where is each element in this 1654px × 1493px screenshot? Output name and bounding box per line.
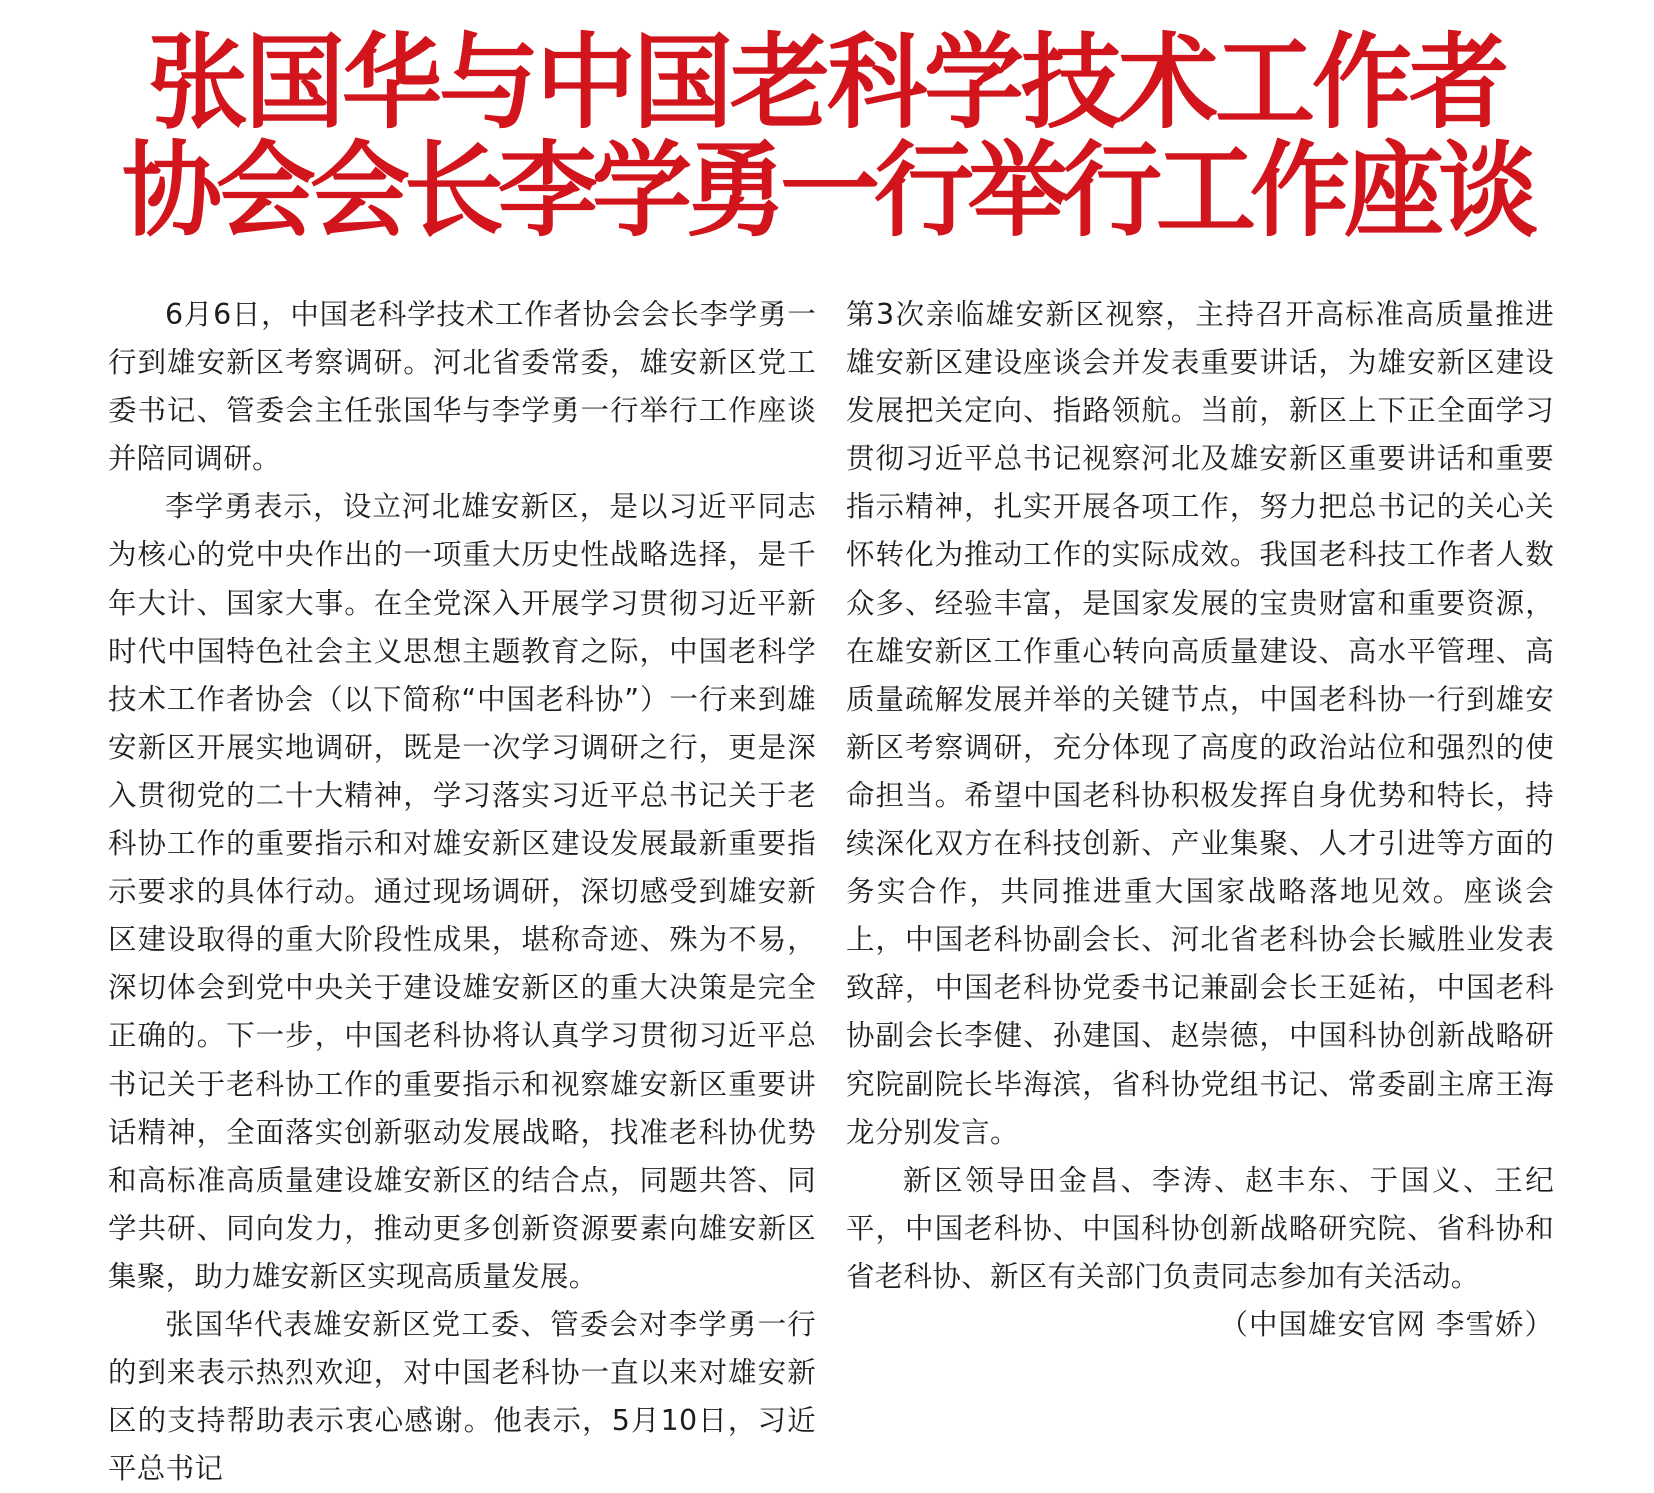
paragraph-3-continued: 第3次亲临雄安新区视察，主持召开高标准高质量推进雄安新区建设座谈会并发表重要讲话，为雄安新区建设发展把关定向、指路领航。当前，新区上下正全面学习贯彻习近平总书记视察河北及雄安新区重要讲话和重要指示精神，扎实开展各项工作，努力把总书记的关心关怀转化为推动工作的实际成效。我国老科技工作者人数众多、经验丰富，是国家发展的宝贵财富和重要资源，在雄安新区工作重心转向高质量建设、高水平管理、高质量疏解发展并举的关键节点，中国老科协一行到雄安新区考察调研，充分体现了高度的政治站位和强烈的使命担当。希望中国老科协积极发挥自身优势和特长，持续深化双方在科技创新、产业集聚、人才引进等方面的务实合作，共同推进重大国家战略落地见效。座谈会上，中国老科协副会长、河北省老科协会长臧胜业发表致辞，中国老科协党委书记兼副会长王延祐，中国老科协副会长李健、孙建国、赵崇德，中国科协创新战略研究院副院长毕海滨，省科协党组书记、常委副主席王海龙分别发言。 bbox=[846, 298, 1554, 1149]
article-byline: （中国雄安官网 李雪娇） bbox=[1219, 1307, 1554, 1341]
left-column bbox=[108, 291, 816, 1493]
right-column bbox=[846, 291, 1554, 1349]
paragraph-2: 李学勇表示，设立河北雄安新区，是以习近平同志为核心的党中央作出的一项重大历史性战略选择，是千年大计、国家大事。在全党深入开展学习贯彻习近平新时代中国特色社会主义思想主题教育之际，中国老科学技术工作者协会（以下简称“中国老科协”）一行来到雄安新区开展实地调研，既是一次学习调研之行，更是深入贯彻党的二十大精神，学习落实习近平总书记关于老科协工作的重要指示和对雄安新区建设发展最新重要指示要求的具体行动。通过现场调研，深切感受到雄安新区建设取得的重大阶段性成果，堪称奇迹、殊为不易，深切体会到党中央关于建设雄安新区的重大决策是完全正确的。下一步，中国老科协将认真学习贯彻习近平总书记关于老科协工作的重要指示和视察雄安新区重要讲话精神，全面落实创新驱动发展战略，找准老科协优势和高标准高质量建设雄安新区的结合点，同题共答、同学共研、同向发力，推动更多创新资源要素向雄安新区集聚，助力雄安新区实现高质量发展。 bbox=[108, 490, 816, 1293]
article-body bbox=[108, 291, 1554, 1486]
paragraph-3-start: 张国华代表雄安新区党工委、管委会对李学勇一行的到来表示热烈欢迎，对中国老科协一直以来对雄安新区的支持帮助表示衷心感谢。他表示，5月10日，习近平总书记 bbox=[108, 1307, 816, 1486]
paragraph-4: 新区领导田金昌、李涛、赵丰东、于国义、王纪平，中国老科协、中国科协创新战略研究院、省科协和省老科协、新区有关部门负责同志参加有关活动。 bbox=[846, 1163, 1554, 1293]
paragraph-1: 6月6日，中国老科学技术工作者协会会长李学勇一行到雄安新区考察调研。河北省委常委，雄安新区党工委书记、管委会主任张国华与李学勇一行举行工作座谈并陪同调研。 bbox=[108, 298, 816, 476]
headline-line-2: 协会会长李学勇一行举行工作座谈 bbox=[122, 129, 1532, 251]
article-headline bbox=[0, 21, 1654, 251]
headline-line-1: 张国华与中国老科学技术工作者 bbox=[148, 21, 1506, 143]
